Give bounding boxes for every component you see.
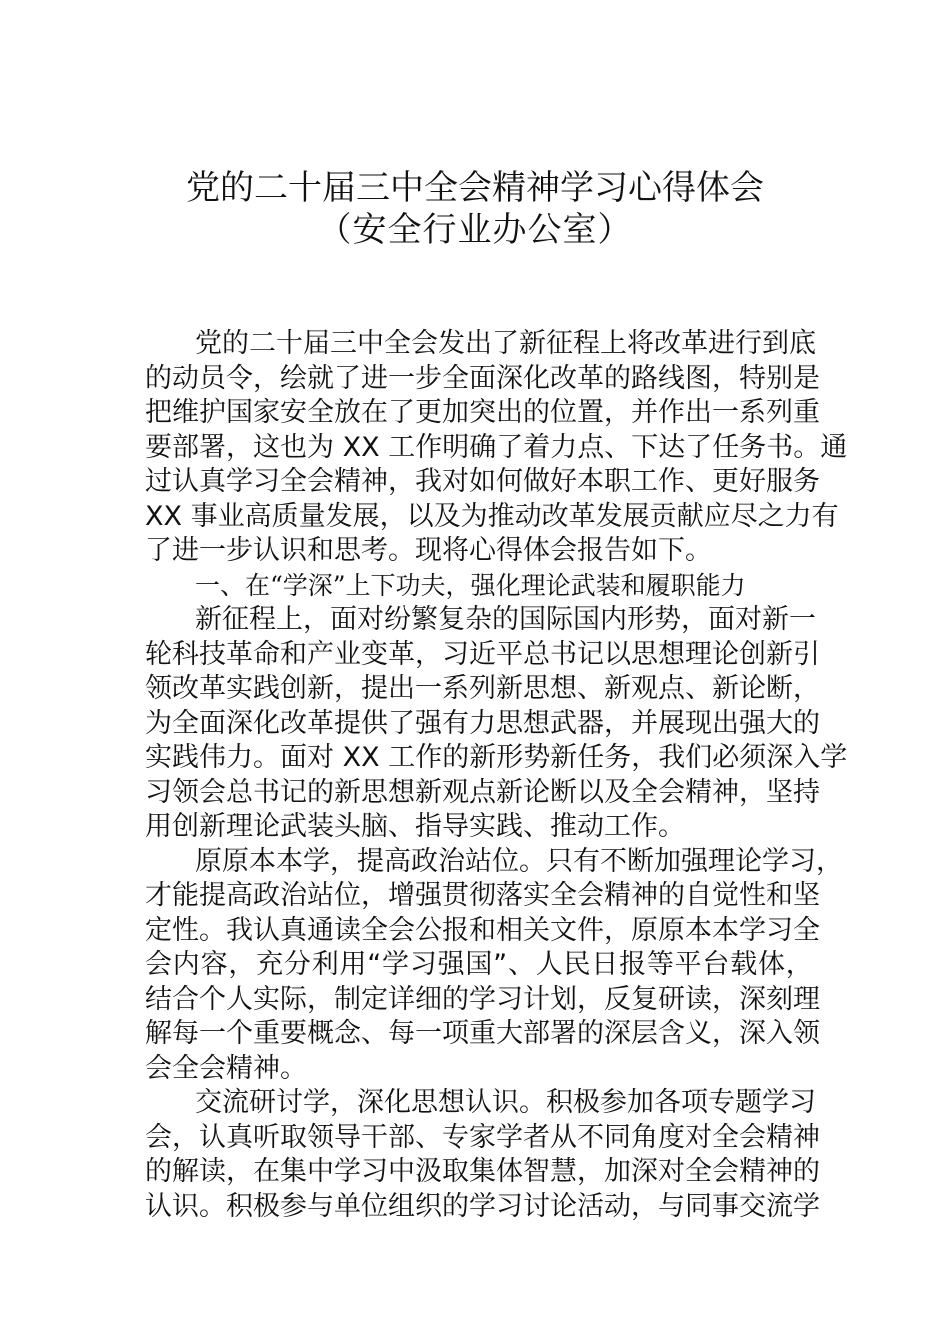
- paragraph-line: 认 识 。 积 极 参 与 单 位 组 织 的 学 习 讨 论 活 动 ， 与 同 事 交 流 学: [145, 1190, 820, 1222]
- paragraph-line: 实 践 伟 力 。 面 对 X X 工 作 的 新 形 势 新 任 务 ， 我 们 必 须 深 入 学: [145, 742, 848, 773]
- paragraph-line: 的 动 员 令 ， 绘 就 了 进 一 步 全 面 深 化 改 革 的 路 线 图 ， 特 别 是: [145, 362, 820, 394]
- paragraph-line: 要 部 署 ， 这 也 为 X X 工 作 明 确 了 着 力 点 、 下 达 了 任 务 书 。 通: [145, 431, 848, 463]
- paragraph: [145, 603, 848, 845]
- paragraph: [145, 845, 843, 1087]
- paragraph-line: X X 事 业 高 质 量 发 展 ， 以 及 为 推 动 改 革 发 展 贡 献 应 尽 之 力 有: [145, 500, 839, 532]
- paragraph-line: 了进一步认识和思考。现将心得体会报告如下。: [145, 535, 712, 566]
- document-subtitle: （安全行业办公室）: [317, 210, 633, 250]
- document-body: [145, 327, 848, 1224]
- paragraph: [145, 327, 848, 569]
- paragraph-line: 过 认 真 学 习 全 会 精 神 ， 我 对 如 何 做 好 本 职 工 作 、 更 好 服 务: [145, 466, 820, 497]
- paragraph-line: 为 全 面 深 化 改 革 提 供 了 强 有 力 思 想 武 器 ， 并 展 现 出 强 大 的: [145, 707, 820, 739]
- paragraph-line: 习 领 会 总 书 记 的 新 思 想 新 观 点 新 论 断 以 及 全 会 精 神 ， 坚 持: [145, 776, 820, 808]
- paragraph-line: 领 改 革 实 践 创 新 ， 提 出 一 系 列 新 思 想 、 新 观 点 、 新 论 断 ，: [145, 673, 820, 704]
- paragraph-line: 的 解 读 ， 在 集 中 学 习 中 汲 取 集 体 智 慧 ， 加 深 对 全 会 精 神 的: [145, 1156, 820, 1187]
- section-heading: [145, 569, 813, 604]
- paragraph-line: 会 ， 认 真 听 取 领 导 干 部 、 专 家 学 者 从 不 同 角 度 对 全 会 精 神: [145, 1121, 820, 1153]
- paragraph-line: 新 征 程 上 ， 面 对 纷 繁 复 杂 的 国 际 国 内 形 势 ， 面 对 新 一: [195, 604, 816, 635]
- paragraph: [145, 1086, 820, 1224]
- paragraph-line: 才 能 提 高 政 治 站 位 ， 增 强 贯 彻 落 实 全 会 精 神 的 自 觉 性 和 坚: [145, 880, 820, 911]
- paragraph-line: 轮 科 技 革 命 和 产 业 变 革 ， 习 近 平 总 书 记 以 思 想 理 论 创 新 引: [145, 638, 820, 670]
- paragraph-line: 原 原 本 本 学 ， 提 高 政 治 站 位 。 只 有 不 断 加 强 理 论 学 习 ，: [195, 845, 843, 877]
- section-heading-text: 一、在“学深”上下功夫，强化理论武装和履职能力: [195, 570, 746, 600]
- paragraph-line: 把 维 护 国 家 安 全 放 在 了 更 加 突 出 的 位 置 ， 并 作 出 一 系 列 重: [145, 397, 820, 428]
- paragraph-line: 党 的 二 十 届 三 中 全 会 发 出 了 新 征 程 上 将 改 革 进 行 到 底: [195, 328, 816, 359]
- paragraph-line: 会 内 容 ， 充 分 利 用 “ 学 习 强 国 ” 、 人 民 日 报 等 平 台 载 体 ，: [145, 949, 813, 980]
- paragraph-line: 定 性 。 我 认 真 通 读 全 会 公 报 和 相 关 文 件 ， 原 原 本 本 学 习 全: [145, 914, 820, 946]
- paragraph-line: 交 流 研 讨 学 ， 深 化 思 想 认 识 。 积 极 参 加 各 项 专 题 学 习: [195, 1087, 816, 1118]
- paragraph-line: 结 合 个 人 实 际 ， 制 定 详 细 的 学 习 计 划 ， 反 复 研 读 ， 深 刻 理: [145, 983, 820, 1015]
- paragraph-line: 解 每 一 个 重 要 概 念 、 每 一 项 重 大 部 署 的 深 层 含 义 ， 深 入 领: [145, 1018, 820, 1049]
- paragraph-line: 会全会精神。: [145, 1052, 307, 1084]
- document-title: 党的二十届三中全会精神学习心得体会: [186, 168, 764, 208]
- paragraph-line: 用创新理论武装头脑、指导实践、推动工作。: [145, 811, 685, 842]
